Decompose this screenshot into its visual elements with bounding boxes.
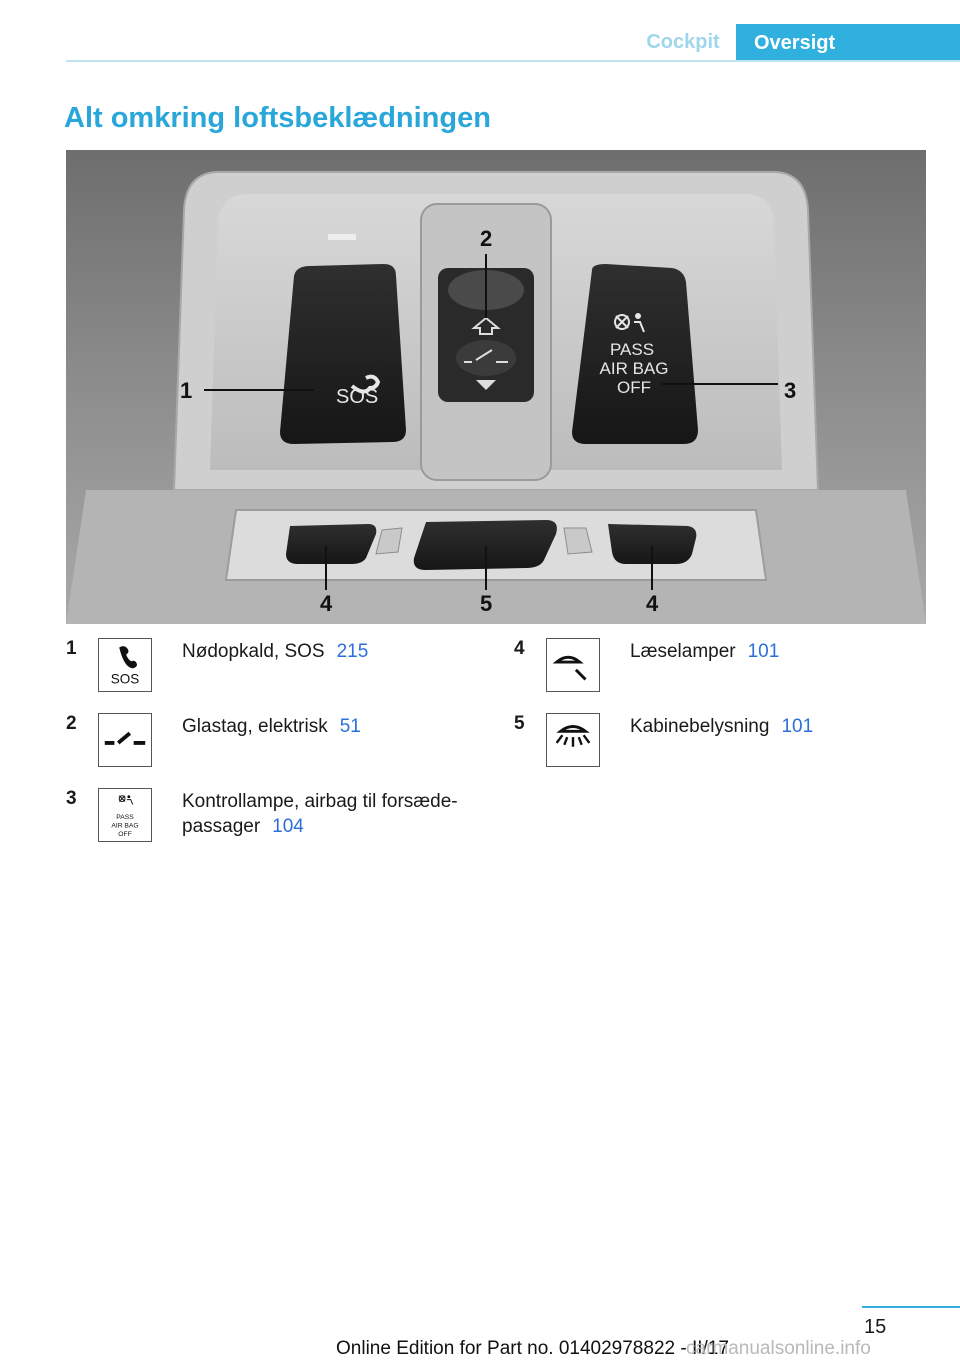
- page-ref-link[interactable]: 104: [272, 816, 304, 837]
- item-number: 5: [514, 713, 525, 734]
- callout-1: 1: [180, 378, 193, 403]
- item-label: Kabinebelysning: [630, 716, 770, 737]
- page-ref-link[interactable]: 51: [339, 716, 361, 737]
- footer-divider: [862, 1306, 960, 1308]
- item-number: 4: [514, 638, 525, 659]
- callout-4-right: 4: [646, 591, 659, 616]
- interior-light-icon: [546, 713, 600, 767]
- callout-2: 2: [480, 226, 493, 251]
- roof-lining-photo: [66, 150, 926, 624]
- item-label: Nødopkald, SOS: [182, 641, 325, 662]
- svg-text:SOS: SOS: [110, 671, 140, 687]
- passenger-airbag-off-icon: [98, 788, 152, 842]
- item-label: Læselamper: [630, 641, 736, 662]
- page-ref-link[interactable]: 101: [747, 641, 780, 662]
- photo-pass-label: PASS: [609, 340, 655, 359]
- page-ref-link[interactable]: 215: [336, 641, 369, 662]
- item-number: 1: [66, 638, 77, 659]
- tab-oversigt[interactable]: Oversigt: [736, 24, 960, 62]
- edition-note: Online Edition for Part no. 01402978822 - II/17: [336, 1338, 729, 1359]
- callout-4-left: 4: [320, 591, 333, 616]
- item-number: 2: [66, 713, 77, 734]
- sos-icon: [98, 638, 152, 692]
- item-label: Glastag, elektrisk: [182, 716, 328, 737]
- header-divider: [66, 60, 960, 62]
- reading-lamp-icon: [546, 638, 600, 692]
- legend-list: [66, 638, 926, 858]
- page-number: 15: [864, 1316, 887, 1338]
- photo-airbag-label: AIR BAG: [599, 359, 669, 378]
- callout-5: 5: [480, 591, 493, 616]
- watermark: carmanualsonline.info: [686, 1338, 871, 1359]
- item-label-line2: passager: [182, 816, 261, 837]
- tab-cockpit[interactable]: Cockpit: [646, 31, 720, 53]
- icon-airbag-label: AIR BAG: [111, 822, 139, 830]
- item-label-line1: Kontrollampe, airbag til forsæde‐: [182, 791, 458, 812]
- glass-roof-icon: [98, 713, 152, 767]
- photo-off-label: OFF: [617, 378, 651, 397]
- photo-sos-label: SOS: [336, 386, 379, 408]
- icon-pass-label: PASS: [116, 813, 134, 821]
- page-title: Alt omkring loftsbeklædningen: [64, 102, 491, 134]
- item-number: 3: [66, 788, 77, 809]
- callout-3: 3: [784, 378, 797, 403]
- page-ref-link[interactable]: 101: [781, 716, 814, 737]
- icon-off-label: OFF: [118, 831, 132, 839]
